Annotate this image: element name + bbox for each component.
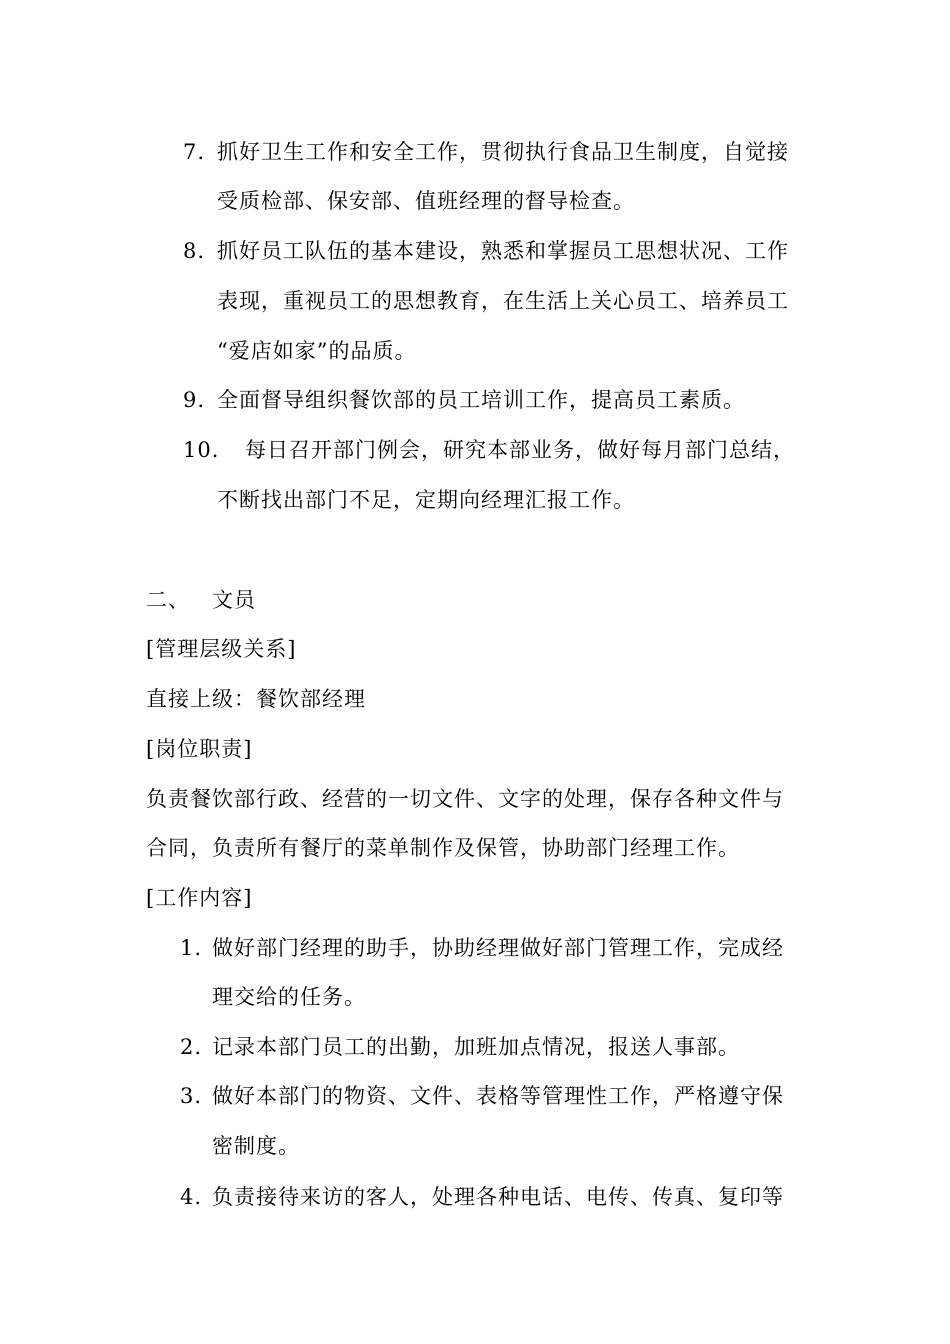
- list-item-number: 2.: [180, 1035, 203, 1059]
- duties-label: [岗位职责]: [146, 737, 253, 761]
- work-item-2-line-1: [180, 1033, 740, 1061]
- list-item-text: 全面督导组织餐饮部的员工培训工作，提高员工素质。: [217, 388, 745, 412]
- list-item-10-line-1: [183, 436, 795, 464]
- list-item-number: 4.: [180, 1185, 203, 1209]
- list-item-8-line-1: [183, 237, 789, 265]
- list-item-8-line-3: “爱店如家”的品质。: [217, 339, 417, 363]
- list-item-number: 1.: [180, 936, 203, 960]
- work-item-1-line-1: [180, 934, 784, 962]
- section-heading: [146, 586, 256, 614]
- work-label: [工作内容]: [146, 886, 253, 910]
- list-item-text: 做好本部门的物资、文件、表格等管理性工作，严格遵守保: [212, 1084, 784, 1108]
- list-item-7-line-2: 受质检部、保安部、值班经理的督导检查。: [217, 189, 635, 213]
- list-item-text: 抓好员工队伍的基本建设，熟悉和掌握员工思想状况、工作: [217, 239, 789, 263]
- section-heading-number: 二、: [146, 588, 190, 612]
- section-heading-title: 文员: [212, 588, 256, 612]
- list-item-10-line-2: 不断找出部门不足，定期向经理汇报工作。: [217, 488, 635, 512]
- supervisor-line: 直接上级：餐饮部经理: [146, 687, 366, 711]
- duties-line-1: 负责餐饮部行政、经营的一切文件、文字的处理，保存各种文件与: [146, 787, 784, 811]
- list-item-8-line-2: 表现，重视员工的思想教育，在生活上关心员工、培养员工: [217, 289, 789, 313]
- list-item-text: 做好部门经理的助手，协助经理做好部门管理工作，完成经: [212, 936, 784, 960]
- list-item-number: 7.: [183, 140, 206, 164]
- duties-line-2: 合同，负责所有餐厅的菜单制作及保管，协助部门经理工作。: [146, 836, 740, 860]
- work-item-3-line-1: [180, 1082, 784, 1110]
- work-item-4-line-1: [180, 1183, 784, 1211]
- list-item-7-line-1: [183, 138, 789, 166]
- list-item-text: 负责接待来访的客人，处理各种电话、电传、传真、复印等: [212, 1185, 784, 1209]
- list-item-text: 抓好卫生工作和安全工作，贯彻执行食品卫生制度，自觉接: [217, 140, 789, 164]
- management-label: [管理层级关系]: [146, 637, 297, 661]
- list-item-9-line-1: [183, 386, 745, 414]
- work-item-1-line-2: 理交给的任务。: [212, 985, 366, 1009]
- list-item-number: 8.: [183, 239, 206, 263]
- list-item-text: 记录本部门员工的出勤，加班加点情况，报送人事部。: [212, 1035, 740, 1059]
- list-item-number: 9.: [183, 388, 206, 412]
- list-item-number: 10.: [183, 438, 220, 462]
- list-item-number: 3.: [180, 1084, 203, 1108]
- work-item-3-line-2: 密制度。: [212, 1134, 300, 1158]
- list-item-text: 每日召开部门例会，研究本部业务，做好每月部门总结，: [245, 438, 795, 462]
